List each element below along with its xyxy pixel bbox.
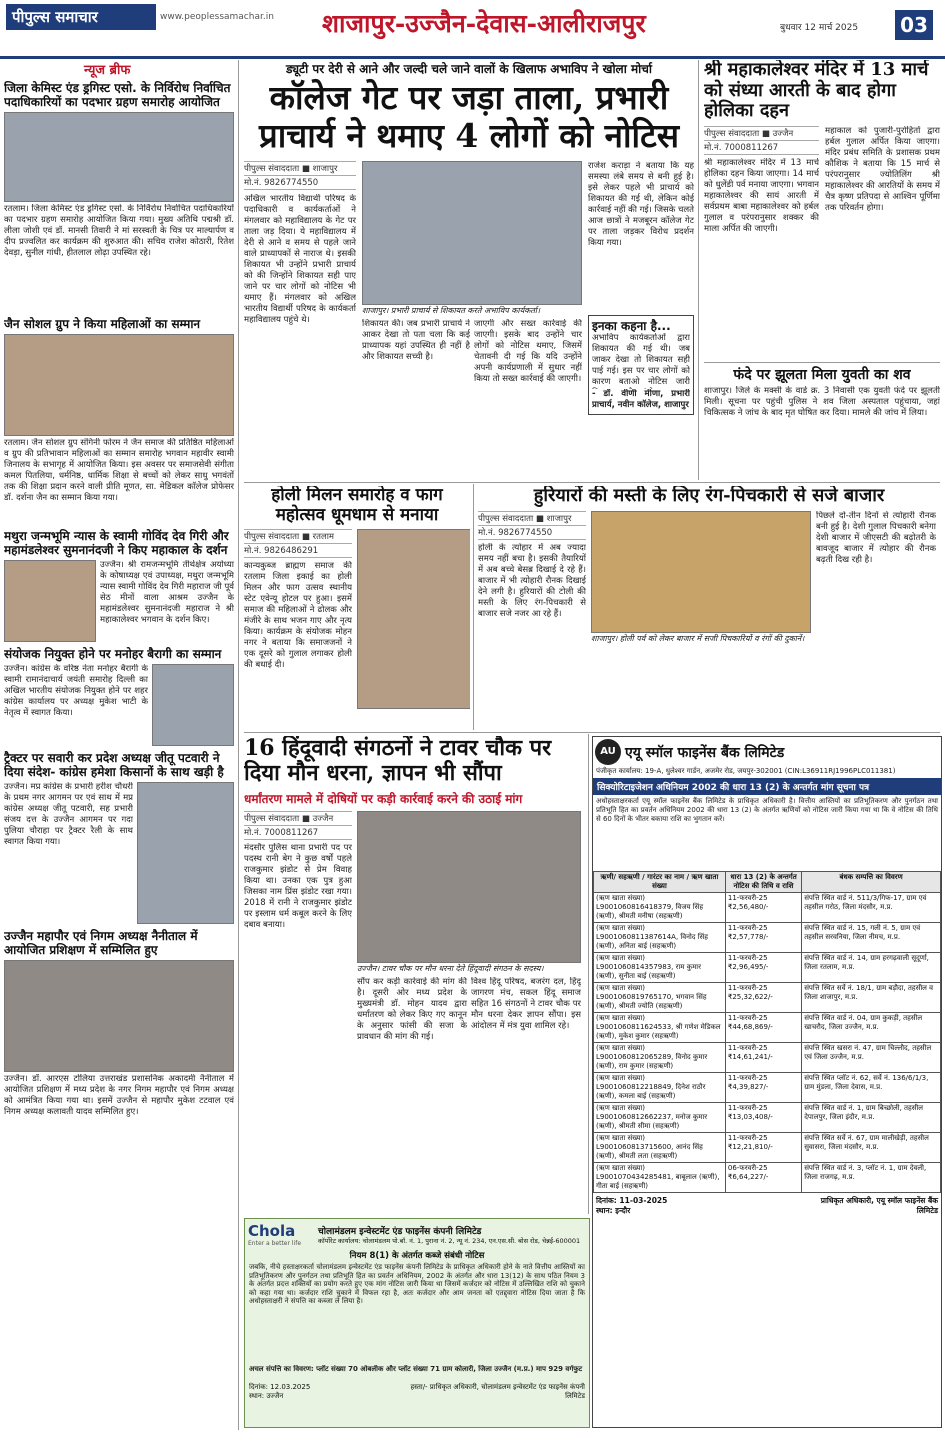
au-table-row — [594, 1103, 941, 1133]
chola-address: कॉर्पोरेट कार्यालय: चोलामंडलम पो.बॉ. नं. 1, पुराना नं. 2, न्यू नं. 234, एन.एस.सी. बोस रोड, चेन्नई-600001 — [318, 1237, 581, 1245]
au-borrower-cell: (ऋण खाता संख्या) L9001060812662237, मनोज कुमार (ऋणी), श्रीमती सीमा (सहऋणी) — [594, 1103, 726, 1133]
chola-tagline: Enter a better life — [248, 1240, 302, 1247]
holika-body-2: महाकाल को पुजारी-पुरोहितों द्वारा हर्बल गुलाल अर्पित किया जाएगा। मंदिर प्रबंध समिति के प्रशासक प्रथम कौशिक ने बताया कि 15 मार्च से परंपरानुसार ज्योतिलिंग श्री महाकालेश्वर की आरतियों के समय में चैत्र कृष्ण प्रतिपदा से आश्विन पूर्णिमा तक परिवर्तन होगा। — [825, 126, 940, 214]
tower-deck: धर्मांतरण मामले में दोषियों पर कड़ी कार्रवाई करने की उठाई मांग — [244, 791, 523, 806]
au-table-row — [594, 1043, 941, 1073]
au-notice-cell: 11-फरवरी-25 ₹2,96,495/- — [725, 953, 801, 983]
au-notice-cell: 11-फरवरी-25 ₹12,21,810/- — [725, 1133, 801, 1163]
au-notice-bar: सिक्योरिटाइजेशन अधिनियम 2002 की धारा 13 (2) के अन्तर्गत मांग सूचना पत्र — [593, 778, 941, 795]
au-table-row — [594, 893, 941, 923]
brief-6-headline: उज्जैन महापौर एवं निगम अध्यक्ष नैनीताल में आयोजित प्रशिक्षण में सम्मिलित हुए — [4, 929, 198, 957]
quote-box-sign: - डॉ. वीणी मीणा, प्रभारी प्राचार्य, नवीन कॉलेज, शाजापुर — [592, 388, 690, 410]
au-borrower-cell: (ऋण खाता संख्या) L9001060819765170, भगवान सिंह (ऋणी), श्रीमती ज्योति (सहऋणी) — [594, 983, 726, 1013]
brief-5-body: उज्जैन। मप्र कांग्रेस के प्रभारी हरीश चौधरी के प्रथम नगर आगमन पर एवं साथ में मप्र कांग्रेस अध्यक्ष जीतू पटवारी, सह प्रभारी संजय दत्त के उज्जैन आगमन पर गदा पुलिया चौराहा पर ट्रैक्टर रैली के साथ स्वागत किया गया। — [4, 782, 133, 847]
au-property-cell: संपत्ति स्थित खसरा नं. 47, ग्राम चिल्लौद, तहसील एवं जिला उज्जैन, म.प्र. — [802, 1043, 941, 1073]
au-notice-cell: 06-फरवरी-25 ₹6,64,227/- — [725, 1163, 801, 1193]
pichkari-body: होली के त्योहार में अब ज्यादा समय नहीं बचा है। इसकी तैयारियों में अब बच्चे बेसब्र दिखाई दे रहे हैं। बाजार में भी त्योहारी रौनक दिखाई देने लगी है। हुरियारों की टोली की मस्ती के लिए रंग-पिचकारी से बाजार सजे नजर आ रहे हैं। — [478, 542, 586, 619]
au-table-row — [594, 1163, 941, 1193]
lead-photo-caption: शाजापुर। प्रभारी प्राचार्य से शिकायत करते अभाविप कार्यकर्ता। — [362, 305, 541, 315]
edition-region: शाजापुर-उज्जैन-देवास-आलीराजपुर — [322, 9, 646, 38]
bairagi-photo — [152, 664, 234, 746]
pichkari-byline: पीपुल्स संवाददाता ■ शाजापुर — [478, 511, 586, 526]
holika-byline: पीपुल्स संवाददाता ■ उज्जैन — [704, 126, 819, 141]
tower-chowk-story — [244, 736, 584, 1214]
chola-possession-notice-ad — [244, 1218, 590, 1428]
au-table-row — [594, 1133, 941, 1163]
tower-headline: 16 हिंदूवादी संगठनों ने टावर चौक पर दिया मौन धरना, ज्ञापन भी सौंपा — [244, 736, 552, 787]
au-borrower-cell: (ऋण खाता संख्या) L9001060816418379, विजय सिंह (ऋणी), श्रीमती मनीषा (सहऋणी) — [594, 893, 726, 923]
holika-mobile: मो.नं. 7000811267 — [704, 141, 819, 155]
pichkari-headline: हुरियारों की मस्ती के लिए रंग-पिचकारी से सजे बाजार — [533, 486, 885, 506]
au-notice-cell: 11-फरवरी-25 ₹2,57,778/- — [725, 923, 801, 953]
au-notice-cell: 11-फरवरी-25 ₹14,61,241/- — [725, 1043, 801, 1073]
au-table-row — [594, 1073, 941, 1103]
holika-body-1: श्री महाकालेश्वर मंदिर में 13 मार्च होलिका दहन किया जाएगा। 14 मार्च को धुलेंडी पर्व मनाया जाएगा। भगवान महाकालेश्वर की सायं आरती में सर्वप्रथम बाबा महाकालेश्वर को हर्बल गुलाल व परंपरानुसार शक्कर की माला अर्पित की जाएगी। — [704, 158, 819, 235]
chola-notice-place: स्थान: उज्जैन — [249, 1392, 284, 1400]
lead-body-4: राजेश कराड़ा ने बताया कि यह समस्या लंबे समय से बनी हुई है। इसे लेकर पहले भी प्राचार्य को शिकायत की गई थी, लेकिन कोई कार्रवाई नहीं की गई। जिसके चलते आज छात्रों ने मजबूरन कॉलेज गेट पर ताला जड़कर विरोध प्रदर्शन किया गया। — [588, 160, 694, 248]
brief-4-body: उज्जैन। कांग्रेस के वरिष्ठ नेता मनोहर बैरागी के स्वामी रामानंदाचार्य जयंती समारोह दिल्ली का अखिल भारतीय संयोजक नियुक्त होने पर शहर कांग्रेस कार्यालय पर अध्यक्ष मुकेश भाटी के नेतृत्व में स्वागत किया। — [4, 664, 148, 718]
holika-headline: श्री महाकालेश्वर मंदिर में 13 मार्च को संध्या आरती के बाद होगा होलिका दहन — [704, 60, 929, 122]
au-property-cell: संपत्ति स्थित वार्ड नं. 1, ग्राम बिच्छोली, तहसील देपालपुर, जिला इंदौर, म.प्र. — [802, 1103, 941, 1133]
au-notice-cell: 11-फरवरी-25 ₹13,03,408/- — [725, 1103, 801, 1133]
au-property-cell: संपत्ति स्थित वार्ड नं. 14, ग्राम हरगढ़वाली सूदूर्णा, जिला रतलाम, म.प्र. — [802, 953, 941, 983]
brief-4-headline: संयोजक नियुक्त होने पर मनोहर बैरागी का सम्मान — [4, 647, 222, 661]
holi-milan-story — [244, 486, 470, 730]
au-table-row — [594, 923, 941, 953]
chola-company-name: चोलामंडलम इन्वेस्टमेंट एंड फाइनेंस कंपनी लिमिटेड — [318, 1227, 482, 1237]
au-borrower-cell: (ऋण खाता संख्या) L9001060814357983, राम कुमार (ऋणी), सुनीता बाई (सहऋणी) — [594, 953, 726, 983]
tower-mobile: मो.नं. 7000811267 — [244, 826, 352, 840]
au-borrower-cell: (ऋण खाता संख्या) L9001060811387614A, विनोद सिंह (ऋणी), अनिता बाई (सहऋणी) — [594, 923, 726, 953]
website-url: www.peoplessamachar.in — [160, 12, 274, 22]
lead-headline: कॉलेज गेट पर जड़ा ताला, प्रभारी प्राचार्य ने थमाए 4 लोगों को नोटिस — [258, 78, 680, 155]
au-notice-cell: 11-फरवरी-25 ₹25,32,622/- — [725, 983, 801, 1013]
au-authorized-officer: प्राधिकृत अधिकारी, एयू स्मॉल फाइनेंस बैंक लिमिटेड — [820, 1196, 938, 1215]
column-divider — [588, 734, 589, 1214]
jain-group-photo — [4, 334, 234, 436]
holi-milan-byline: पीपुल्स संवाददाता ■ रतलाम — [244, 529, 352, 544]
au-property-cell: संपत्ति स्थित वार्ड नं. 15, गली नं. 5, ग्राम एवं तहसील सरवनिया, जिला नीमच, म.प्र. — [802, 923, 941, 953]
holi-milan-mobile: मो.नं. 9826486291 — [244, 544, 352, 558]
au-notice-date: दिनांक: 11-03-2025 — [596, 1196, 668, 1205]
au-table-row — [594, 953, 941, 983]
brief-3-headline: मथुरा जन्मभूमि न्यास के स्वामी गोविंद देव गिरी और महामंडलेश्वर सुमनानंदजी ने किए महाकाल के दर्शन — [4, 529, 229, 557]
chola-property-details: अचल संपत्ति का विवरण: प्लॉट संख्या 70 ओबलीक और प्लॉट संख्या 71 ग्राम कोलारी, जिला उज्जैन (म.प्र.) माप 929 वर्गफुट — [249, 1365, 583, 1373]
news-brief-title: न्यूज ब्रीफ — [84, 63, 131, 78]
au-borrower-cell: (ऋण खाता संख्या) L9001060813715600, आनंद सिंह (ऋणी), श्रीमती लता (सहऋणी) — [594, 1133, 726, 1163]
tower-body-3: विश्व हिंदू परिषद, बजरंग दल, हिंदू जागरण मंच, सकल हिंदू समाज सहित 16 संगठनों ने टावर चौक पर मौन धरना देकर ज्ञापन सौंपा। इस आंदोलन में मंत्र युवा शामिल रहे। — [471, 976, 581, 1031]
quote-box-title: इनका कहना है... — [592, 318, 671, 333]
news-brief-column — [4, 60, 234, 1430]
au-borrower-cell: (ऋण खाता संख्या) L9001060811624533, श्री गणेश मेडिकल (ऋणी), मुकेश कुमार (सहऋणी) — [594, 1013, 726, 1043]
pichkari-mobile: मो.नं. 9826774550 — [478, 526, 586, 540]
column-divider — [238, 60, 239, 1430]
chemist-event-photo — [4, 112, 234, 202]
au-notice-place: स्थान: इन्दौर — [596, 1206, 631, 1215]
chola-logo: Chola — [248, 1222, 296, 1240]
quote-box-body: अभाविप कार्यकर्ताओं द्वारा शिकायत की गई थी। जब जाकर देखा तो शिकायत सही पाई गई। इस पर चार लोगों को कारण बताओ नोटिस जारी — [592, 332, 690, 387]
brief-2-body: रतलाम। जैन सोशल ग्रुप संगिनी फोरम ने जैन समाज की प्रतिष्ठित महिलाओं व ग्रुप की प्रतिभावान महिलाओं का सम्मान समारोह भगवान महावीर स्वामी जिनालय के सभागृह में आयोजित किया। इस अवसर पर समाजसेवी संगीता कमल पितलिया, धर्मनिष्ठ, धार्मिक शिक्षा से बच्चों को लेकर साधु भगवंतों तक की शिक्षा प्रदान करने वाली प्रीति मूणत, सा. मेडिकल कॉलेज प्रोफेसर डॉ. दर्शना जैन का सम्मान किया गया। — [4, 438, 234, 503]
chola-rule: नियम 8(1) के अंतर्गत कब्जे संबंधी नोटिस — [349, 1251, 485, 1261]
holi-milan-body: कान्यकुब्ज ब्राह्मण समाज की रतलाम जिला इकाई का होली मिलन और फाग उत्सव स्थानीय स्टेट एवेन्यू होटल पर हुआ। इसमें समाज की महिलाओं ने ढोलक और मंजीरे के साथ भजन गाए और नृत्य किया। कार्यक्रम के संयोजक मोहन नगर ने बताया कि समाजजनों ने एक दूसरे को गुलाल लगाकर होली की बधाई दी। — [244, 561, 352, 671]
holi-milan-headline: होली मिलन समारोह व फाग महोत्सव धूमधाम से मनाया — [271, 486, 443, 525]
lead-mobile: मो.नं. 9826774550 — [244, 176, 356, 190]
mahakal-darshan-photo — [4, 560, 96, 642]
brief-3-body: उज्जैन। श्री रामजन्मभूमि तीर्थक्षेत्र अयोध्या के कोषाध्यक्ष एवं उपाध्यक्ष, मथुरा जन्मभूमि न्यास स्वामी गोविंद देव गिरी महाराज जी पूर्व सेठ मीनों वाला आश्रम उज्जैन के महामंडलेश्वर सुमनानंदजी महाराज ने श्री महाकालेश्वर भगवान के दर्शन किए। — [100, 560, 234, 625]
dharna-photo — [357, 811, 581, 963]
au-borrower-cell: (ऋण खाता संख्या) L9001070434285481, बाबूलाल (ऋणी), गीता बाई (सहऋणी) — [594, 1163, 726, 1193]
au-property-cell: संपत्ति स्थित सर्वे नं. 67, ग्राम मालीखेड़ी, तहसील सुवासरा, जिला मंदसौर, म.प्र. — [802, 1133, 941, 1163]
au-property-cell: संपत्ति स्थित वार्ड नं. 3, प्लॉट नं. 1, ग्राम देवली, जिला राजगढ़, म.प्र. — [802, 1163, 941, 1193]
au-table-row — [594, 1013, 941, 1043]
brief-6-body: उज्जैन। डॉ. आरएस टोलिया उत्तराखंड प्रशासनिक अकादमी नैनीताल में आयोजित प्रशिक्षण में मध्य प्रदेश के नगर निगम महापौर एवं निगम अध्यक्ष को आमंत्रित किया गया था। इसमें उज्जैन से महापौर मुकेश टटवाल एवं निगम अध्यक्ष कलावती यादव सम्मिलित हुए। — [4, 1074, 234, 1117]
official-quote-box — [588, 315, 694, 415]
masthead — [0, 0, 945, 59]
nainital-training-photo — [4, 960, 234, 1072]
pichkari-body-2: पिछले दो-तीन दिनों से त्योहारी रौनक बनी हुई है। देशी गुलाल पिचकारी बनेगा देशी बाजार में जीएसटी की बढ़ोतरी के बावजूद बाजार में त्योहार की रौनक बढ़ती दिख रही है। — [816, 510, 936, 565]
pichkari-market-story — [478, 486, 940, 730]
lead-byline: पीपुल्स संवाददाता ■ शाजापुर — [244, 161, 356, 176]
college-gate-photo — [362, 161, 582, 305]
chola-notice-date: दिनांक: 12.03.2025 — [249, 1383, 311, 1391]
tower-byline: पीपुल्स संवाददाता ■ उज्जैन — [244, 811, 352, 826]
tractor-rally-photo — [137, 782, 234, 924]
au-notice-cell: 11-फरवरी-25 ₹2,56,480/- — [725, 893, 801, 923]
au-col-property: बंधक सम्पत्ति का विवरण — [802, 872, 941, 893]
lead-body-2: शिकायत की। जब प्रभारी प्राचार्य ने आकर देखा तो पता चला कि कई प्राध्यापक यहां उपस्थित ही नहीं है और शिकायत सच्ची है। — [362, 318, 470, 362]
brief-2-headline: जैन सोशल ग्रुप ने किया महिलाओं का सम्मान — [4, 317, 201, 331]
column-divider — [473, 484, 474, 730]
au-notice-intro: अधोहस्ताक्षरकर्ता एयू स्मॉल फाइनेंस बैंक लिमिटेड के प्राधिकृत अधिकारी है। वित्तीय आस्तियों का प्रतिभूतिकरण और पुनर्गठन तथा प्रतिभूति हित का प्रवर्तन अधिनियम 2002 की धारा 13 (2) के अंतर्गत ऋणियों को नोटिस जारी किया गया था कि वे नोटिस की तिथि से 60 दिनों के भीतर बकाया राशि का भुगतान करें। — [596, 797, 938, 823]
au-property-cell: संपत्ति स्थित प्लॉट नं. 62, सर्वे नं. 136/6/1/3, ग्राम मुंडला, जिला देवास, म.प्र. — [802, 1073, 941, 1103]
au-notice-table — [593, 871, 941, 1193]
holi-milan-photo — [357, 529, 470, 709]
body-found-headline: फंदे पर झूलता मिला युवती का शव — [733, 367, 911, 384]
holika-story — [704, 60, 940, 480]
au-table-header — [594, 872, 941, 893]
column-divider — [698, 60, 699, 480]
brief-5-headline: ट्रैक्टर पर सवारी कर प्रदेश अध्यक्ष जीतू पटवारी ने दिया संदेश- कांग्रेस हमेशा किसानों के साथ खड़ी है — [4, 751, 224, 779]
au-table-row — [594, 983, 941, 1013]
au-property-cell: संपत्ति स्थित सर्वे नं. 18/1, ग्राम बड़ौदा, तहसील व जिला शाजापुर, म.प्र. — [802, 983, 941, 1013]
au-bank-name: एयू स्मॉल फाइनेंस बैंक लिमिटेड — [625, 744, 785, 761]
chola-authorized-officer: हस्ता/- प्राधिकृत अधिकारी, चोलामंडलम इन्वेस्टमेंट एंड फाइनेंस कंपनी लिमिटेड — [410, 1383, 585, 1400]
tower-body-2: सौंप कर कड़ी कार्रवाई की मांग की है। दूसरी ओर मध्य प्रदेश के मुख्यमंत्री डॉ. मोहन यादव द्वारा धर्मांतरण को लेकर किए गए कानून के अनुसार फांसी की सजा के प्रावधान की मांग की गई। — [357, 976, 467, 1042]
au-col-notice: धारा 13 (2) के अन्तर्गत नोटिस की तिथि व राशि — [725, 872, 801, 893]
au-col-borrower: ऋणी/ सहऋणी / गारंटर का नाम / ऋण खाता संख्या — [594, 872, 726, 893]
newspaper-logo[interactable]: पीपुल्स समाचार — [6, 4, 156, 30]
brief-1-headline: जिला केमिस्ट एंड ड्रगिस्ट एसो. के निर्विरोध निर्वाचित पदाधिकारियों का पदभार ग्रहण समारोह आयोजित — [4, 81, 231, 109]
au-notice-cell: 11-फरवरी-25 ₹4,39,827/- — [725, 1073, 801, 1103]
au-notice-cell: 11-फरवरी-25 ₹44,68,869/- — [725, 1013, 801, 1043]
page-number: 03 — [895, 10, 933, 40]
au-property-cell: संपत्ति स्थित वार्ड नं. 511/3/गिफ-17, ग्राम एवं तहसील गरोठ, जिला मंदसौर, म.प्र. — [802, 893, 941, 923]
section-divider — [244, 482, 940, 483]
market-photo — [591, 511, 811, 633]
brief-1-body: रतलाम। जिला केमिस्ट एंड ड्रगिस्ट एसो. के निर्विरोध निर्वाचित पदाधिकारियों का पदभार ग्रहण समारोह आयोजित किया गया। मुख्य अतिथि पद्मश्री डॉ. लीला जोशी एवं डॉ. मानसी तिवारी ने मां सरस्वती के चित्र पर माल्यार्पण व दीप प्रज्वलित कर कार्यक्रम की शुरुआत की। सचिव राजेश कोठारी, रितेश देवड़ा, सुनील गांधी, हीतलाल लोढ़ा उपस्थित रहे। — [4, 204, 234, 258]
lead-story — [244, 60, 694, 480]
section-divider — [244, 732, 940, 733]
tower-body-1: मंदसौर पुलिस थाना प्रभारी पद पर पदस्थ रानी बेग ने कुछ वर्षों पहले राजकुमार झंडोट से प्रेम विवाह किया था। उनका एक पुत्र हुआ जिसका नाम प्रिंस झंडोट रखा गया। 2018 में रानी ने राजकुमार झंडोट पर इस्लाम धर्म कबूल करने के लिए दबाव बनाया। — [244, 842, 352, 930]
lead-kicker: ड्यूटी पर देरी से आने और जल्दी चले जाने वालों के खिलाफ अभाविप ने खोला मोर्चा — [286, 62, 652, 76]
chola-notice-body: जबकि, नीचे हस्ताक्षरकर्ता चोलामंडलम इन्वेस्टमेंट एंड फाइनेंस कंपनी लिमिटेड के प्राधिकृत अधिकारी होने के नाते वित्तीय आस्तियों का प्रतिभूतिकरण और पुनर्गठन तथा प्रतिभूति हित का प्रवर्तन अधिनियम, 2002 के अंतर्गत और धारा 13(12) के साथ पठित नियम 3 के अंतर्गत प्रदत्त शक्तियों का प्रयोग करते हुए एक मांग नोटिस जारी किया था जिसमें कर्जदार को नोटिस में उल्लिखित राशि को चुकाने को कहा गया था। कर्जदार राशि चुकाने में विफल रहा है, अतः कर्जदार और आम जनता को एतद्द्वारा नोटिस दिया जाता है कि अधोहस्ताक्षरी ने संपत्ति का कब्जा ले लिया है। — [249, 1263, 585, 1305]
edition-date: बुधवार 12 मार्च 2025 — [780, 23, 859, 33]
au-bank-address: पंजीकृत कार्यालय: 19-A, धुलेश्वर गार्डन, अजमेर रोड, जयपुर-302001 (CIN:L36911RJ1996PLC011381) — [596, 767, 896, 775]
body-found-body: शाजापुर। जिले के मक्सी के वार्ड क्र. 3 निवासी एक युवती फंदे पर झूलती मिली। सूचना पर पहुंची पुलिस ने शव जिला अस्पताल पहुंचाया, जहां चिकित्सक ने जांच के बाद मृत घोषित कर दिया। मामले की जांच में लिया। — [704, 386, 940, 419]
dharna-photo-caption: उज्जैन। टावर चौक पर मौन धरना देते हिंदूवादी संगठन के सदस्य। — [357, 963, 544, 973]
au-borrower-cell: (ऋण खाता संख्या) L9001060812065289, विनोद कुमार (ऋणी), राम कुमार (सहऋणी) — [594, 1043, 726, 1073]
au-borrower-cell: (ऋण खाता संख्या) L9001060812218849, दिनेश राठौर (ऋणी), कमला बाई (सहऋणी) — [594, 1073, 726, 1103]
au-logo-icon: AU — [595, 739, 621, 765]
lead-body-3: जाएगी और सख्त कार्रवाई की जाएगी। इसके बाद उन्होंने चार लोगों को नोटिस थमाए, जिसमें चेतावनी दी गई कि यदि उन्होंने अपनी कार्यप्रणाली में सुधार नहीं किया तो सख्त कार्रवाई की जाएगी। — [474, 318, 582, 384]
au-property-cell: संपत्ति स्थित वार्ड नं. 04, ग्राम कुकड़ी, तहसील खाचरौद, जिला उज्जैन, म.प्र. — [802, 1013, 941, 1043]
market-photo-caption: शाजापुर। होली पर्व को लेकर बाजार में सजी पिचकारियों व रंगों की दुकानें। — [591, 633, 805, 643]
story-divider — [704, 362, 940, 363]
au-bank-notice-ad — [592, 736, 942, 1428]
lead-body-1: अखिल भारतीय विद्यार्थी परिषद के पदाधिकारी व कार्यकर्ताओं ने मंगलवार को महाविद्यालय के गेट पर ताला जड़ दिया। ये महाविद्यालय में देरी से आने व समय से पहले जाने वाले प्राध्यापकों से नाराज थे। इसकी शिकायत भी उन्होंने प्रभारी प्राचार्य को की जिन्होंने शिकायत सही पाए जाने पर चार लोगों को नोटिस भी थमाए हैं। मंगलवार को अखिल भारतीय विद्यार्थी परिषद के कार्यकर्ता महाविद्यालय पहुंचे थे। — [244, 193, 356, 325]
